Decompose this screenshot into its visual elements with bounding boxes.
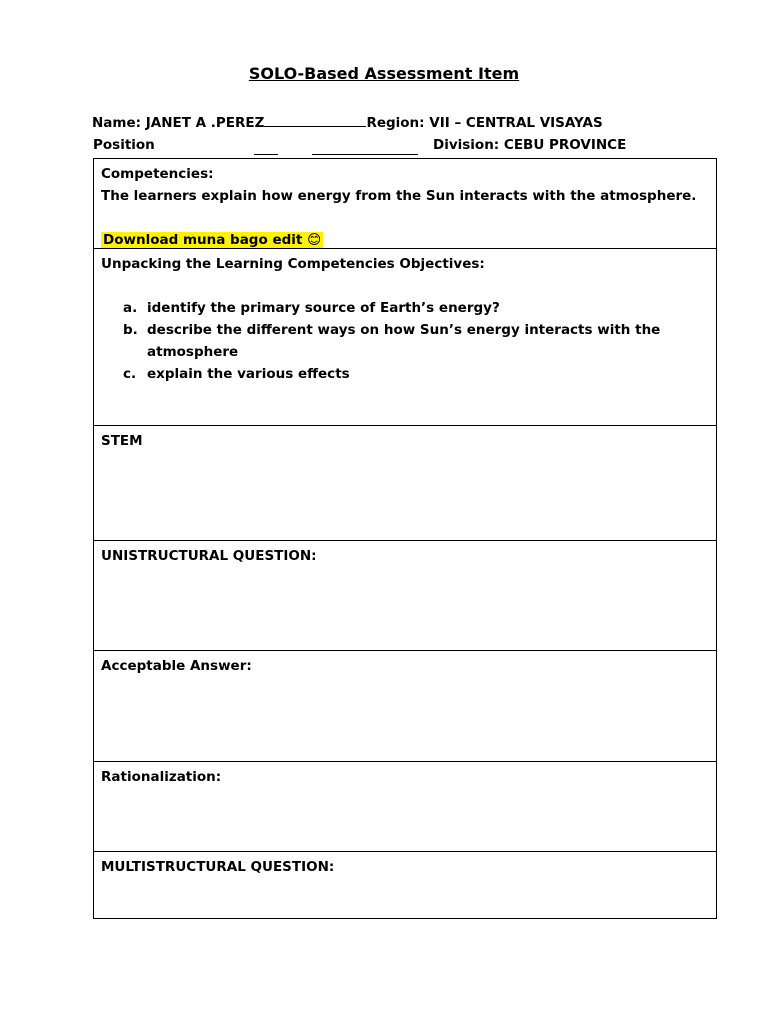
assessment-table (93, 158, 717, 919)
objectives-cell (94, 249, 716, 426)
list-item (101, 297, 709, 319)
list-item-text: describe the different ways on how Sun’s energy interacts with the atmosphere (147, 322, 661, 360)
stem-label: STEM (101, 433, 143, 449)
list-marker: a. (123, 300, 138, 316)
download-note-text: Download muna bago edit (103, 232, 303, 248)
unistructural-cell (94, 541, 716, 651)
position-blank-short (254, 142, 278, 155)
stem-cell (94, 426, 716, 541)
region-label: Region: VII – CENTRAL VISAYAS (366, 115, 603, 131)
page-title: SOLO-Based Assessment Item (248, 64, 520, 83)
list-marker: b. (123, 322, 138, 338)
rationalization-cell (94, 762, 716, 852)
rationalization-label: Rationalization: (101, 769, 222, 785)
acceptable-answer-label: Acceptable Answer: (101, 658, 252, 674)
list-marker: c. (123, 366, 137, 382)
download-note (101, 229, 709, 251)
name-label: Name: JANET A .PEREZ (92, 115, 265, 131)
unistructural-label: UNISTRUCTURAL QUESTION: (101, 548, 317, 564)
division-label: Division: CEBU PROVINCE (433, 137, 627, 153)
position-blank-long (312, 142, 418, 155)
name-blank (264, 114, 366, 127)
competencies-label: Competencies: (101, 166, 214, 182)
smiley-icon: 😊 (307, 232, 322, 248)
list-item-text: explain the various effects (147, 366, 350, 382)
competencies-cell (94, 159, 716, 249)
multistructural-cell (94, 852, 716, 918)
list-item (101, 319, 709, 363)
acceptable-answer-cell (94, 651, 716, 762)
competencies-text: The learners explain how energy from the Sun interacts with the atmosphere. (101, 188, 697, 204)
objectives-list (101, 297, 709, 385)
objectives-label: Unpacking the Learning Competencies Objectives: (101, 256, 485, 272)
list-item (101, 363, 709, 385)
multistructural-label: MULTISTRUCTURAL QUESTION: (101, 859, 335, 875)
position-label: Position (93, 137, 155, 153)
position-line (93, 137, 155, 153)
name-line (92, 114, 603, 131)
list-item-text: identify the primary source of Earth’s energy? (147, 300, 500, 316)
